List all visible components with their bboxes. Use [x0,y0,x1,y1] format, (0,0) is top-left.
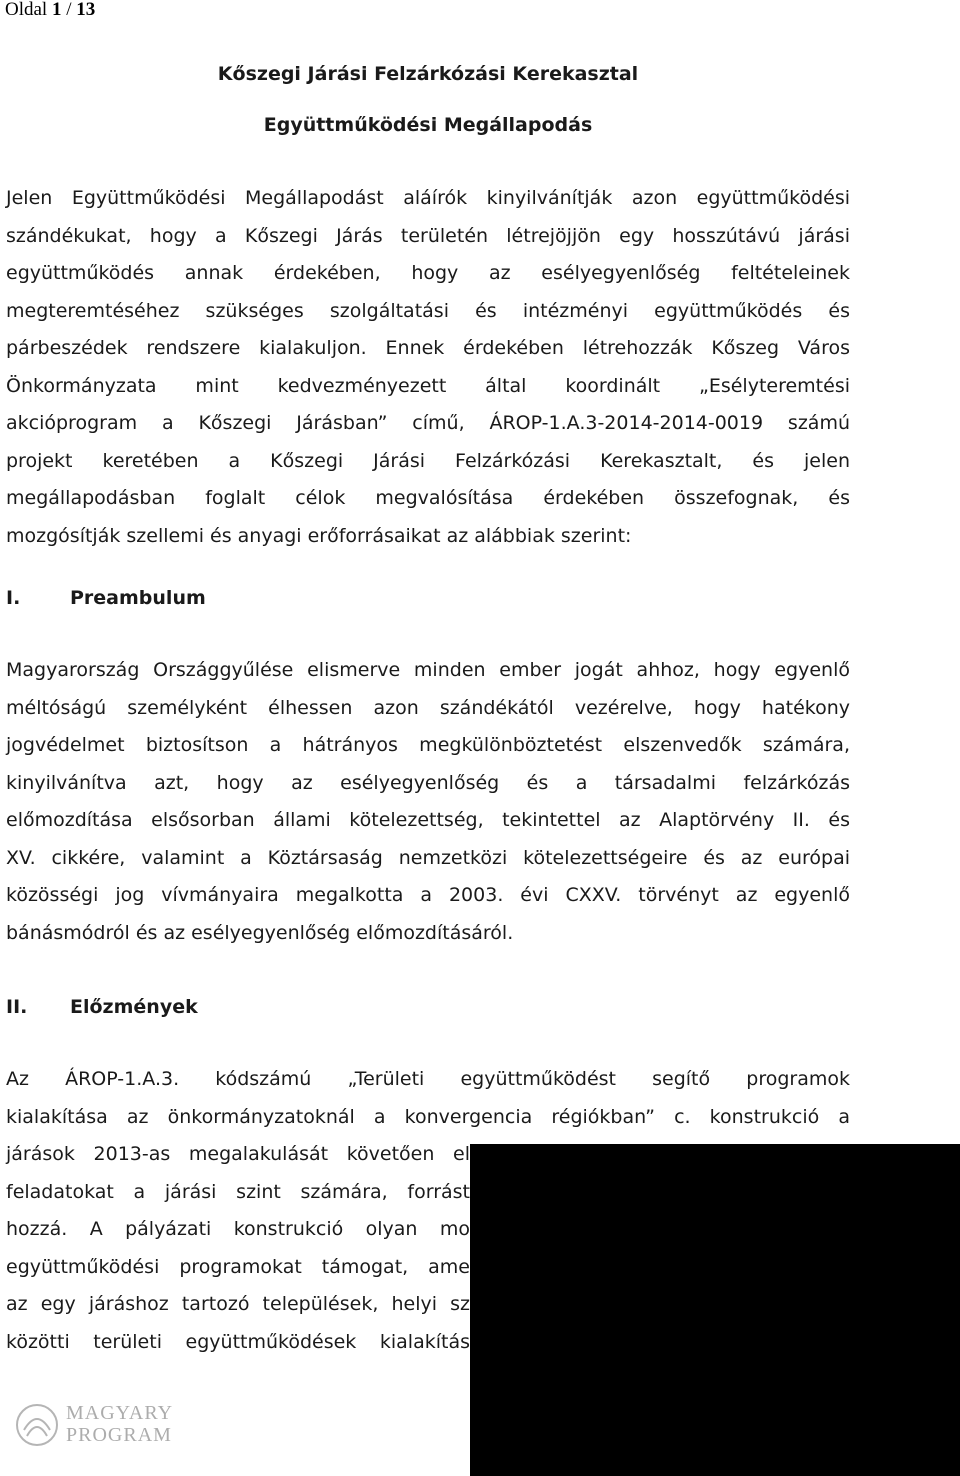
logo-line-2: PROGRAM [66,1424,172,1446]
text-line: feladatokat a járási szint számára, forrást [6,1180,470,1203]
text-line: jogvédelmet biztosítson a hátrányos megkülönböztetést elszenvedők számára, [6,734,850,756]
section-heading-preambulum [6,586,206,610]
logo-line-1: MAGYARY [66,1402,174,1424]
preamble-paragraph [6,652,850,952]
text-line: előmozdítása elsősorban állami kötelezettség, tekintettel az Alaptörvény II. és [6,809,850,831]
text-line: együttműködés annak érdekében, hogy az esélyegyenlőség feltételeinek [6,262,850,284]
section-number: II. [6,996,28,1018]
text-line: kialakítása az önkormányzatoknál a konvergencia régiókban” c. konstrukció a [6,1105,850,1128]
text-line: XV. cikkére, valamint a Köztársaság nemzetközi kötelezettségeire és az európai [6,846,850,869]
page-total: 13 [76,0,96,20]
page-prefix: Oldal [5,0,52,20]
text-line: az egy járáshoz tartozó települések, helyi sz [6,1293,470,1315]
text-line: méltóságú személyként élhessen azon szándékától vezérelve, hogy hatékony [6,696,850,719]
text-line: hozzá. A pályázati konstrukció olyan mo [6,1218,470,1240]
text-line: közötti területi együttműködések kialakítás [6,1330,470,1353]
logo-wordmark [66,1402,173,1446]
section-title: Előzmények [70,996,198,1018]
text-line: szándékukat, hogy a Kőszegi Járás területén létrejöjjön egy hosszútávú járási [6,224,850,247]
page-indicator [5,0,95,21]
section-heading-elozmenyek [6,995,198,1019]
text-line: Az ÁROP-1.A.3. kódszámú „Területi együttműködést segítő programok [6,1068,850,1090]
section-title: Preambulum [70,587,206,609]
redaction-block [470,1144,960,1476]
text-line: mozgósítják szellemi és anyagi erőforrásaikat az alábbiak szerint: [6,524,632,547]
text-line: Magyarország Országgyűlése elismerve minden ember jogát ahhoz, hogy egyenlő [6,659,850,681]
document-title: Kőszegi Járási Felzárkózási Kerekasztal [217,63,639,85]
document-subtitle: Együttműködési Megállapodás [263,114,593,136]
page-separator: / [61,0,77,20]
text-line: együttműködési programokat támogat, ame [6,1255,470,1278]
text-line: projekt keretében a Kőszegi Járási Felzárkózási Kerekasztalt, és jelen [6,449,850,472]
text-line: Önkormányzata mint kedvezményezett által koordinált „Esélyteremtési [6,374,850,397]
text-line: kinyilvánítva azt, hogy az esélyegyenlőség és a társadalmi felzárkózás [6,771,850,794]
text-line: megteremtéséhez szükséges szolgáltatási és intézményi együttműködés és [6,299,850,322]
text-line: Jelen Együttműködési Megállapodást aláírók kinyilvánítják azon együttműködési [6,187,850,209]
intro-paragraph [6,180,850,555]
text-line: akcióprogram a Kőszegi Járásban” című, ÁROP-1.A.3-2014-2014-0019 számú [6,412,850,434]
text-line: járások 2013-as megalakulását követően el [6,1143,470,1165]
text-line: közösségi jog vívmányaira megalkotta a 2003. évi CXXV. törvényt az egyenlő [6,884,850,906]
text-line: bánásmódról és az esélyegyenlőség előmozdításáról. [6,921,514,944]
text-line: párbeszédek rendszere kialakuljon. Ennek érdekében létrehozzák Kőszeg Város [6,337,850,359]
page-current: 1 [51,0,62,20]
text-line: megállapodásban foglalt célok megvalósítása érdekében összefognak, és [6,487,850,509]
section-number: I. [6,587,21,609]
